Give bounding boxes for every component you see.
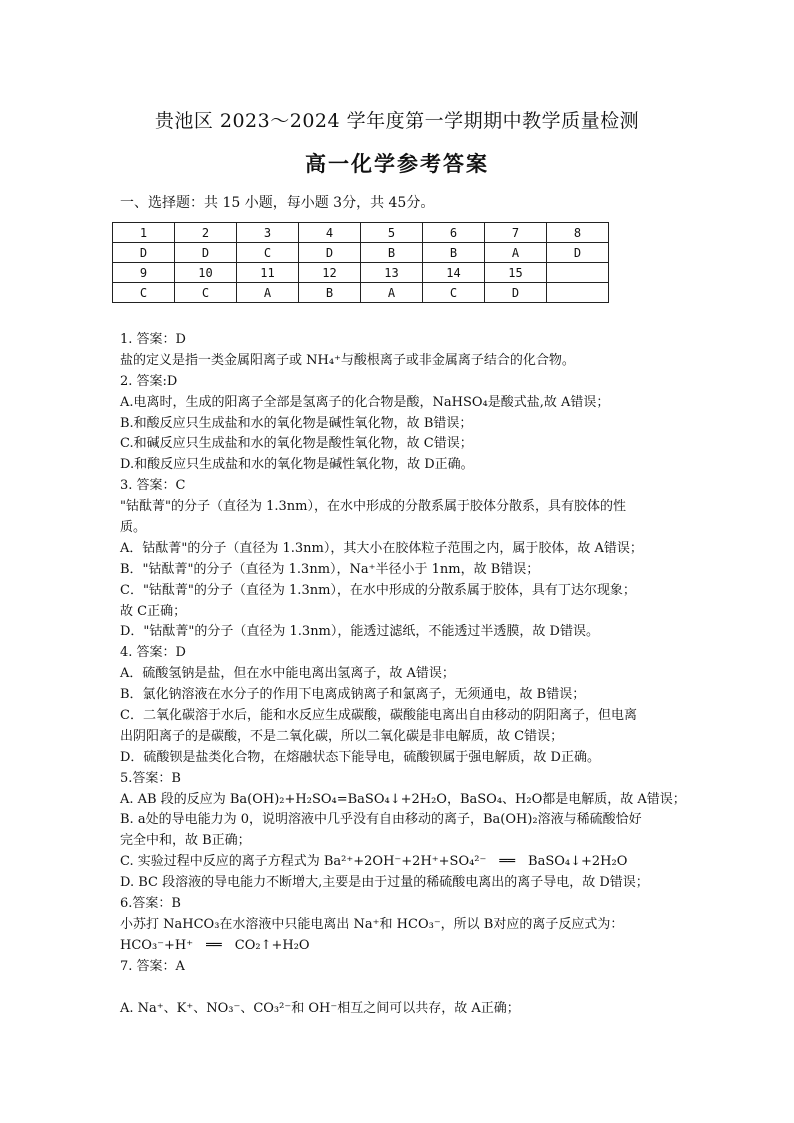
table-cell: 6 [423, 223, 485, 243]
table-cell: 13 [361, 263, 423, 283]
table-cell: B [299, 283, 361, 303]
text-line: D. BC 段溶液的导电能力不断增大,主要是由于过量的稀硫酸电离出的离子导电，故 D错误； [120, 875, 649, 891]
answer-explanations [120, 330, 686, 1019]
answer-table [112, 222, 609, 303]
text-line: A. AB 段的反应为 Ba(OH)₂+H₂SO₄=BaSO₄↓+2H₂O，BaSO₄、H₂O都是电解质，故 A错误； [120, 791, 686, 807]
table-cell: D [175, 243, 237, 263]
table-cell: 1 [113, 223, 175, 243]
text-line: A. Na⁺、K⁺、NO₃⁻、CO₃²⁻和 OH⁻相互之间可以共存，故 A正确； [120, 1000, 520, 1016]
text-line: 5.答案：B [120, 770, 181, 786]
table-cell: D [113, 243, 175, 263]
table-cell: C [175, 283, 237, 303]
text-line: D．硫酸钡是盐类化合物，在熔融状态下能导电，硫酸钡属于强电解质，故 D正确。 [120, 749, 600, 765]
text-line: A.电离时，生成的阳离子全部是氢离子的化合物是酸，NaHSO₄是酸式盐,故 A错误； [120, 394, 610, 410]
table-cell: C [113, 283, 175, 303]
table-cell: 5 [361, 223, 423, 243]
table-row [113, 283, 609, 303]
text-line: C．二氧化碳溶于水后，能和水反应生成碳酸，碳酸能电离出自由移动的阴阳离子，但电离 [120, 708, 637, 724]
table-cell: A [237, 283, 299, 303]
page-title: 贵池区 2023～2024 学年度第一学期期中教学质量检测 [154, 110, 640, 132]
text-line: 1. 答案：D [120, 332, 186, 347]
table-cell: 2 [175, 223, 237, 243]
text-line: 故 C正确； [120, 603, 187, 619]
text-line: B．"钴酞菁"的分子（直径为 1.3nm），Na⁺半径小于 1nm，故 B错误； [120, 561, 540, 577]
text-line: 4. 答案：D [120, 645, 186, 661]
text-line: 完全中和，故 B正确； [120, 833, 251, 849]
table-cell: B [423, 243, 485, 263]
table-cell: 14 [423, 263, 485, 283]
table-cell: C [237, 243, 299, 263]
text-line: B．氯化钠溶液在水分子的作用下电离成钠离子和氯离子，无须通电，故 B错误； [120, 687, 586, 703]
table-cell [547, 263, 609, 283]
text-line: 7. 答案：A [120, 958, 185, 974]
table-cell: D [547, 243, 609, 263]
text-line: C．"钴酞菁"的分子（直径为 1.3nm），在水中形成的分散系属于胶体，具有丁达尔现象； [120, 582, 636, 598]
text-line: 小苏打 NaHCO₃在水溶液中只能电离出 Na⁺和 HCO₃⁻，所以 B对应的离子反应式为： [120, 916, 624, 932]
table-cell: A [485, 243, 547, 263]
page-subtitle: 高一化学参考答案 [305, 152, 489, 176]
table-row [113, 263, 609, 283]
section-heading: 一、选择题：共 15 小题，每小题 3分，共 45分。 [120, 195, 435, 211]
table-cell: 7 [485, 223, 547, 243]
table-cell: 15 [485, 263, 547, 283]
text-line: 3. 答案：C [120, 478, 186, 494]
text-line: A．硫酸氢钠是盐，但在水中能电离出氢离子，故 A错误； [120, 666, 455, 682]
text-line: 2. 答案:D [120, 373, 178, 389]
table-cell: D [485, 283, 547, 303]
table-cell: D [299, 243, 361, 263]
text-line: D.和酸反应只生成盐和水的氧化物是碱性氧化物，故 D正确。 [120, 457, 474, 473]
text-line: B. a处的导电能力为 0，说明溶液中几乎没有自由移动的离子，Ba(OH)₂溶液与稀硫酸恰好 [120, 812, 642, 828]
text-line: 质。 [120, 520, 147, 536]
text-line: 出阴阳离子的是碳酸，不是二氧化碳，所以二氧化碳是非电解质，故 C错误； [120, 728, 564, 744]
table-cell: C [423, 283, 485, 303]
text-line: 盐的定义是指一类金属阳离子或 NH₄⁺与酸根离子或非金属离子结合的化合物。 [120, 352, 575, 368]
table-cell: 12 [299, 263, 361, 283]
text-line: D．"钴酞菁"的分子（直径为 1.3nm），能透过滤纸，不能透过半透膜，故 D错误。 [120, 624, 599, 640]
text-line: HCO₃⁻+H⁺ ══ CO₂↑+H₂O [120, 937, 310, 953]
table-cell: 4 [299, 223, 361, 243]
table-cell: 3 [237, 223, 299, 243]
text-line: 6.答案：B [120, 896, 181, 912]
text-line: A．钴酞菁"的分子（直径为 1.3nm），其大小在胶体粒子范围之内，属于胶体，故 A错误； [120, 540, 643, 556]
table-cell: 8 [547, 223, 609, 243]
text-line: C.和碱反应只生成盐和水的氧化物是酸性氧化物，故 C错误； [120, 436, 473, 452]
table-cell: 9 [113, 263, 175, 283]
text-line: "钴酞菁"的分子（直径为 1.3nm），在水中形成的分散系属于胶体分散系，具有胶体的性 [120, 499, 626, 515]
text-line: C. 实验过程中反应的离子方程式为 Ba²⁺+2OH⁻+2H⁺+SO₄²⁻ ══ BaSO₄↓+2H₂O [120, 854, 628, 870]
table-cell: 10 [175, 263, 237, 283]
table-row [113, 223, 609, 243]
table-row [113, 243, 609, 263]
table-cell [547, 283, 609, 303]
table-cell: 11 [237, 263, 299, 283]
text-line: B.和酸反应只生成盐和水的氧化物是碱性氧化物，故 B错误； [120, 415, 473, 431]
table-cell: B [361, 243, 423, 263]
text-line [120, 978, 680, 999]
table-cell: A [361, 283, 423, 303]
